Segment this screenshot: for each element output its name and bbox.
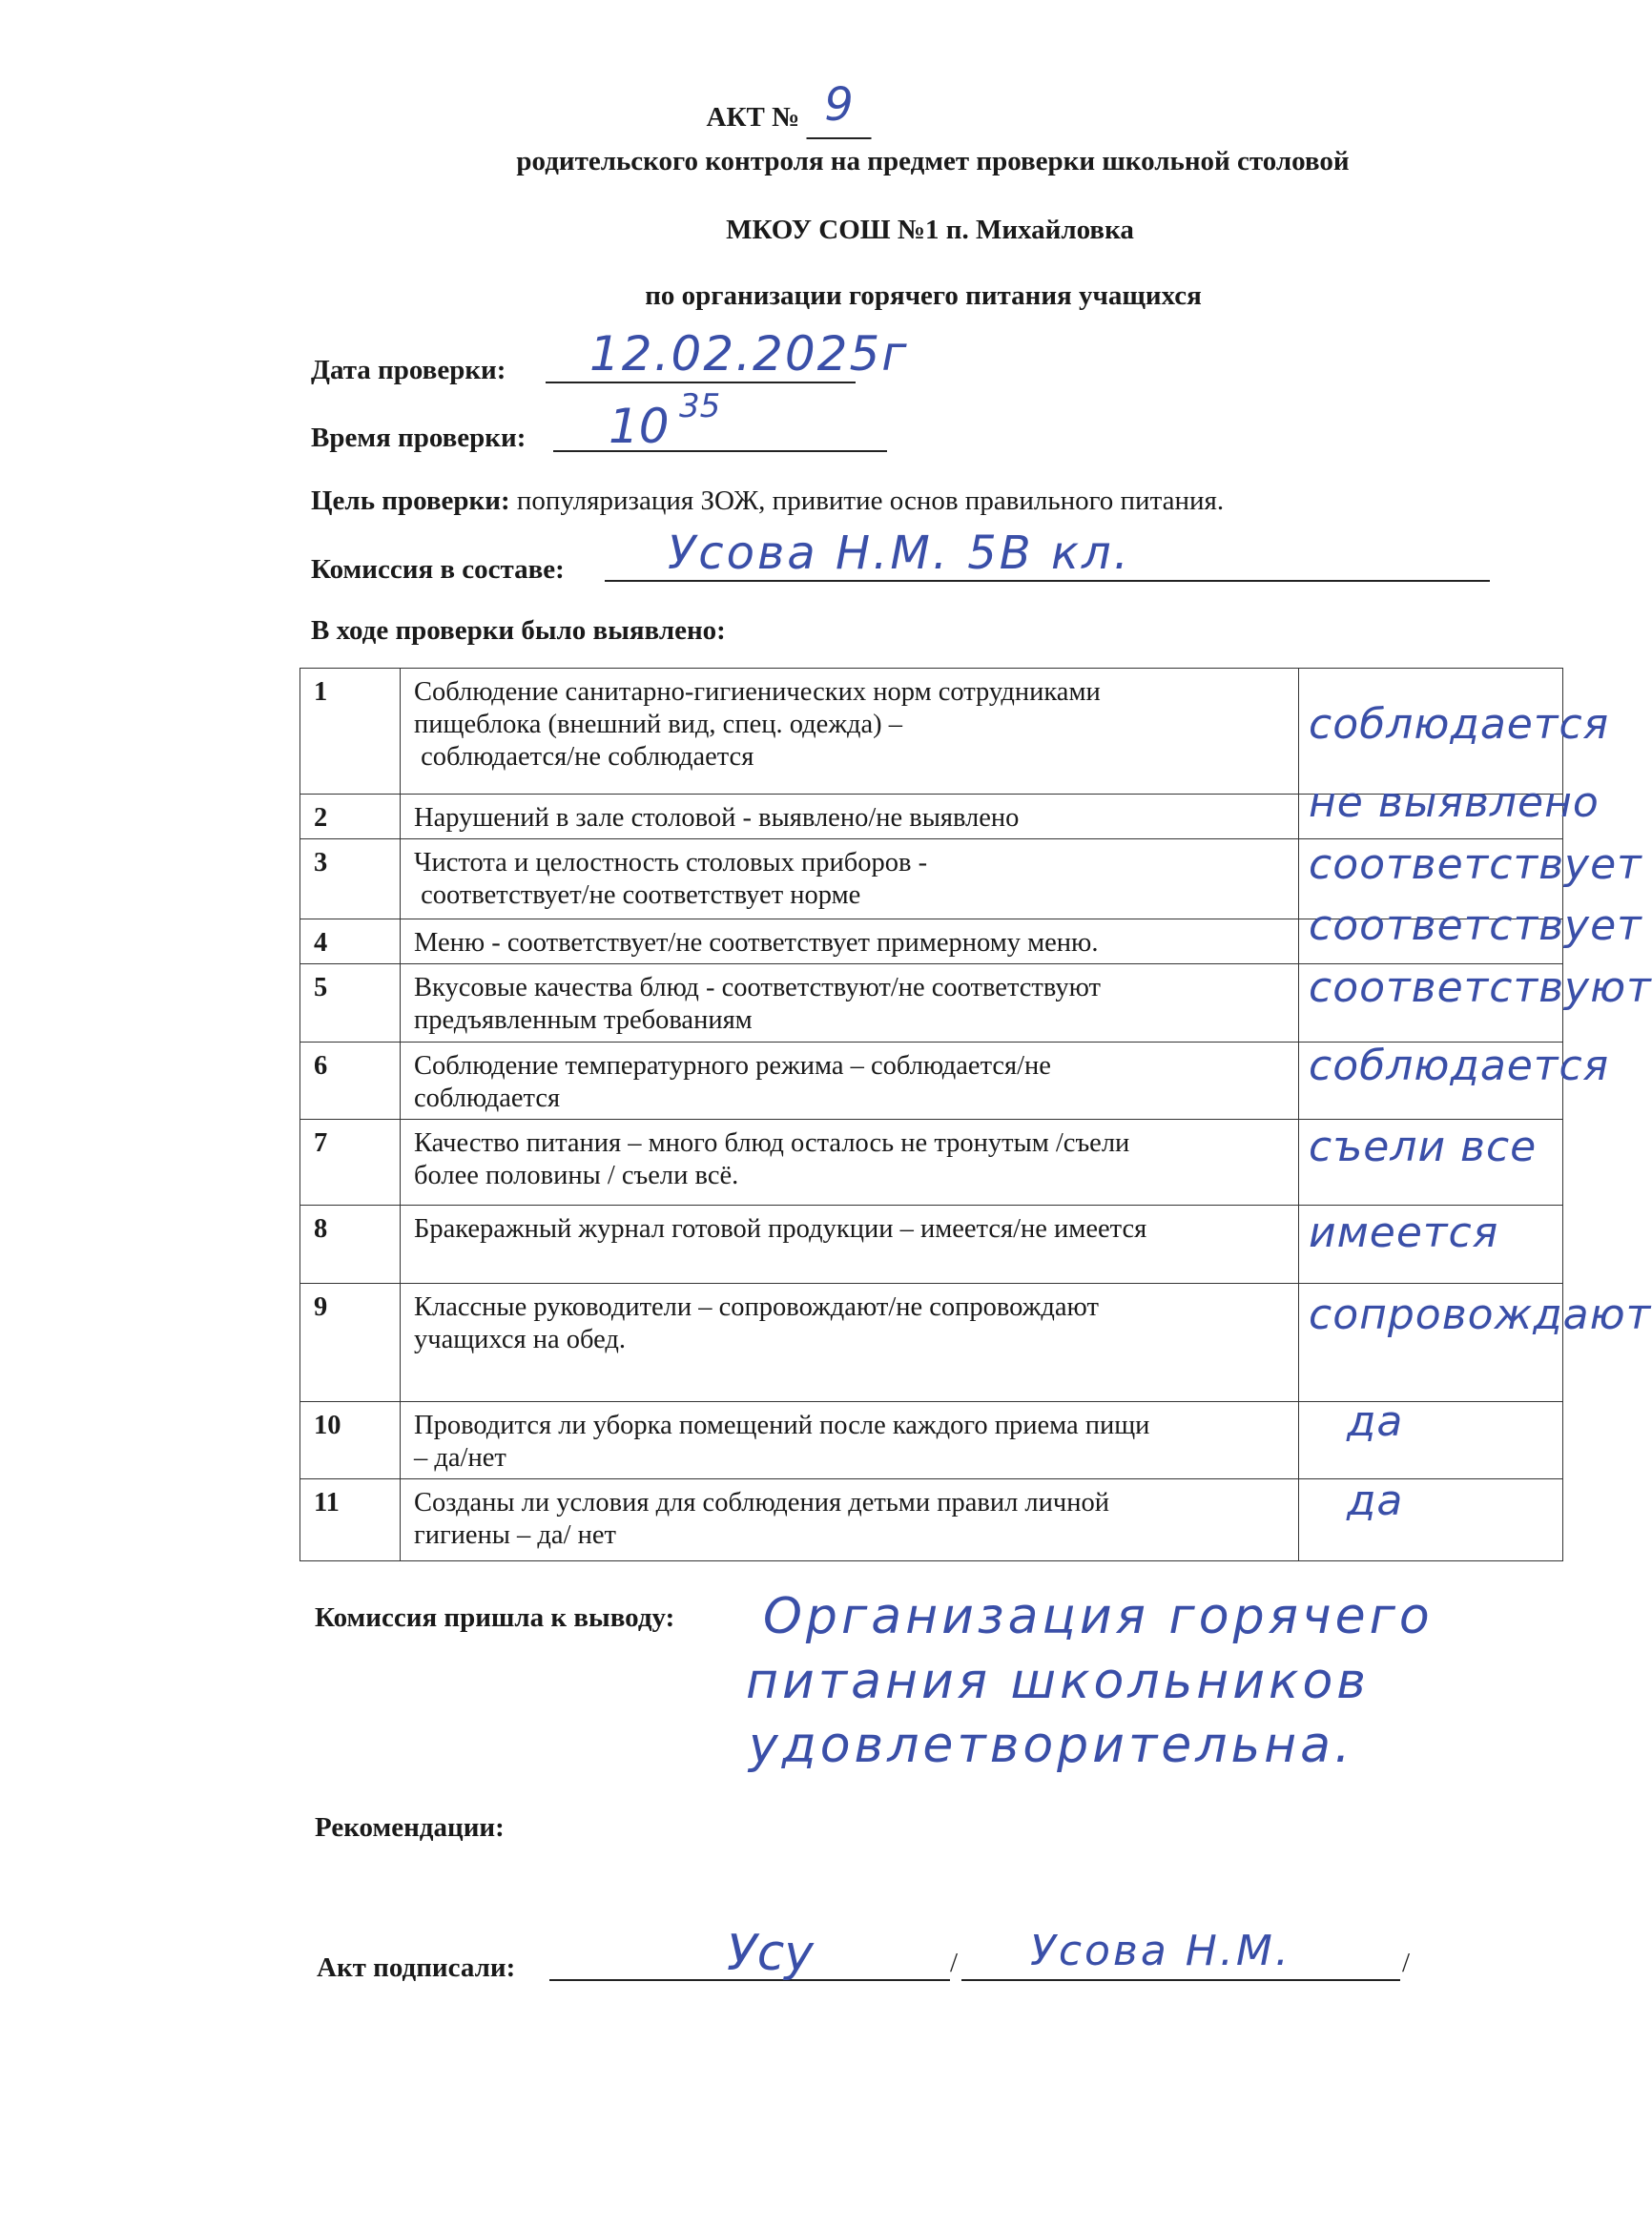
row-answer: съели все	[1299, 1120, 1563, 1206]
row-number: 2	[300, 795, 401, 839]
row-answer: да	[1299, 1402, 1563, 1479]
act-prefix: АКТ №	[706, 102, 800, 133]
signature-1: Усу	[727, 1925, 815, 1982]
table-row	[300, 919, 1563, 964]
table-row	[300, 669, 1563, 795]
time-label: Время проверки:	[311, 423, 527, 453]
row-answer: соответствует	[1299, 919, 1563, 964]
signature-2-name: Усова Н.М.	[1030, 1927, 1291, 1975]
row-question: Бракеражный журнал готовой продукции – имеется/не имеется	[401, 1206, 1299, 1284]
table-row	[300, 1043, 1563, 1120]
goal-label: Цель проверки:	[311, 485, 510, 516]
table-row	[300, 1206, 1563, 1284]
commission-value: Усова Н.М. 5В кл.	[668, 527, 1131, 580]
row-number: 5	[300, 964, 401, 1043]
title-line1: родительского контроля на предмет проверки школьной столовой	[516, 146, 1350, 176]
recommendations-label: Рекомендации:	[315, 1812, 505, 1843]
commission-label: Комиссия в составе:	[311, 554, 565, 585]
table-row	[300, 1120, 1563, 1206]
row-number: 8	[300, 1206, 401, 1284]
goal-value: популяризация ЗОЖ, привитие основ правильного питания.	[516, 485, 1225, 516]
signatures-label: Акт подписали:	[317, 1952, 516, 1983]
findings-table	[299, 668, 1652, 1561]
row-number: 4	[300, 919, 401, 964]
row-number: 9	[300, 1284, 401, 1402]
row-question: Созданы ли условия для соблюдения детьми правил личной гигиены – да/ нет	[401, 1479, 1299, 1561]
conclusion-label: Комиссия пришла к выводу:	[315, 1602, 675, 1633]
date-label: Дата проверки:	[311, 355, 506, 385]
row-number: 6	[300, 1043, 401, 1120]
row-answer: сопровождают	[1299, 1284, 1563, 1402]
time-minutes: 35	[679, 387, 721, 425]
signature-separator: /	[950, 1948, 959, 1978]
signature-end: /	[1402, 1948, 1411, 1978]
conclusion-line2: питания школьников	[746, 1653, 1370, 1710]
table-row	[300, 964, 1563, 1043]
school-name: МКОУ СОШ №1 п. Михайловка	[726, 215, 1134, 245]
table-row	[300, 1284, 1563, 1402]
conclusion-line3: удовлетворительна.	[749, 1717, 1354, 1774]
title-line3: по организации горячего питания учащихся	[645, 280, 1202, 311]
row-question: Нарушений в зале столовой - выявлено/не выявлено	[401, 795, 1299, 839]
table-row	[300, 1479, 1563, 1561]
row-question: Чистота и целостность столовых приборов - соответствует/не соответствует норме	[401, 839, 1299, 919]
row-question: Меню - соответствует/не соответствует примерному меню.	[401, 919, 1299, 964]
row-answer: соответствует	[1299, 839, 1563, 919]
row-number: 11	[300, 1479, 401, 1561]
row-number: 7	[300, 1120, 401, 1206]
date-value: 12.02.2025г	[589, 326, 909, 382]
row-question: Соблюдение санитарно-гигиенических норм сотрудниками пищеблока (внешний вид, спец. одежда) – соблюдается/не соблюдается	[401, 669, 1299, 795]
row-answer: соответствуют	[1299, 964, 1563, 1043]
table-row	[300, 1402, 1563, 1479]
table-row	[300, 795, 1563, 839]
row-answer: имеется	[1299, 1206, 1563, 1284]
row-question: Соблюдение температурного режима – соблюдается/не соблюдается	[401, 1043, 1299, 1120]
row-answer: да	[1299, 1479, 1563, 1561]
row-number: 10	[300, 1402, 401, 1479]
act-heading	[706, 78, 872, 139]
row-number: 3	[300, 839, 401, 919]
row-question: Вкусовые качества блюд - соответствуют/не соответствуют предъявленным требованиям	[401, 964, 1299, 1043]
row-number: 1	[300, 669, 401, 795]
findings-label: В ходе проверки было выявлено:	[311, 615, 726, 646]
row-question: Проводится ли уборка помещений после каждого приема пищи – да/нет	[401, 1402, 1299, 1479]
row-answer: соблюдается	[1299, 1043, 1563, 1120]
row-answer: соблюдается	[1299, 669, 1563, 795]
act-number: 9	[824, 78, 854, 132]
time-hours: 10	[609, 399, 670, 454]
row-question: Классные руководители – сопровождают/не сопровождают учащихся на обед.	[401, 1284, 1299, 1402]
conclusion-line1: Организация горячего	[763, 1588, 1434, 1645]
row-question: Качество питания – много блюд осталось не тронутым /съели более половины / съели всё.	[401, 1120, 1299, 1206]
goal-row	[311, 485, 1224, 517]
row-answer: не выявлено	[1299, 795, 1563, 839]
